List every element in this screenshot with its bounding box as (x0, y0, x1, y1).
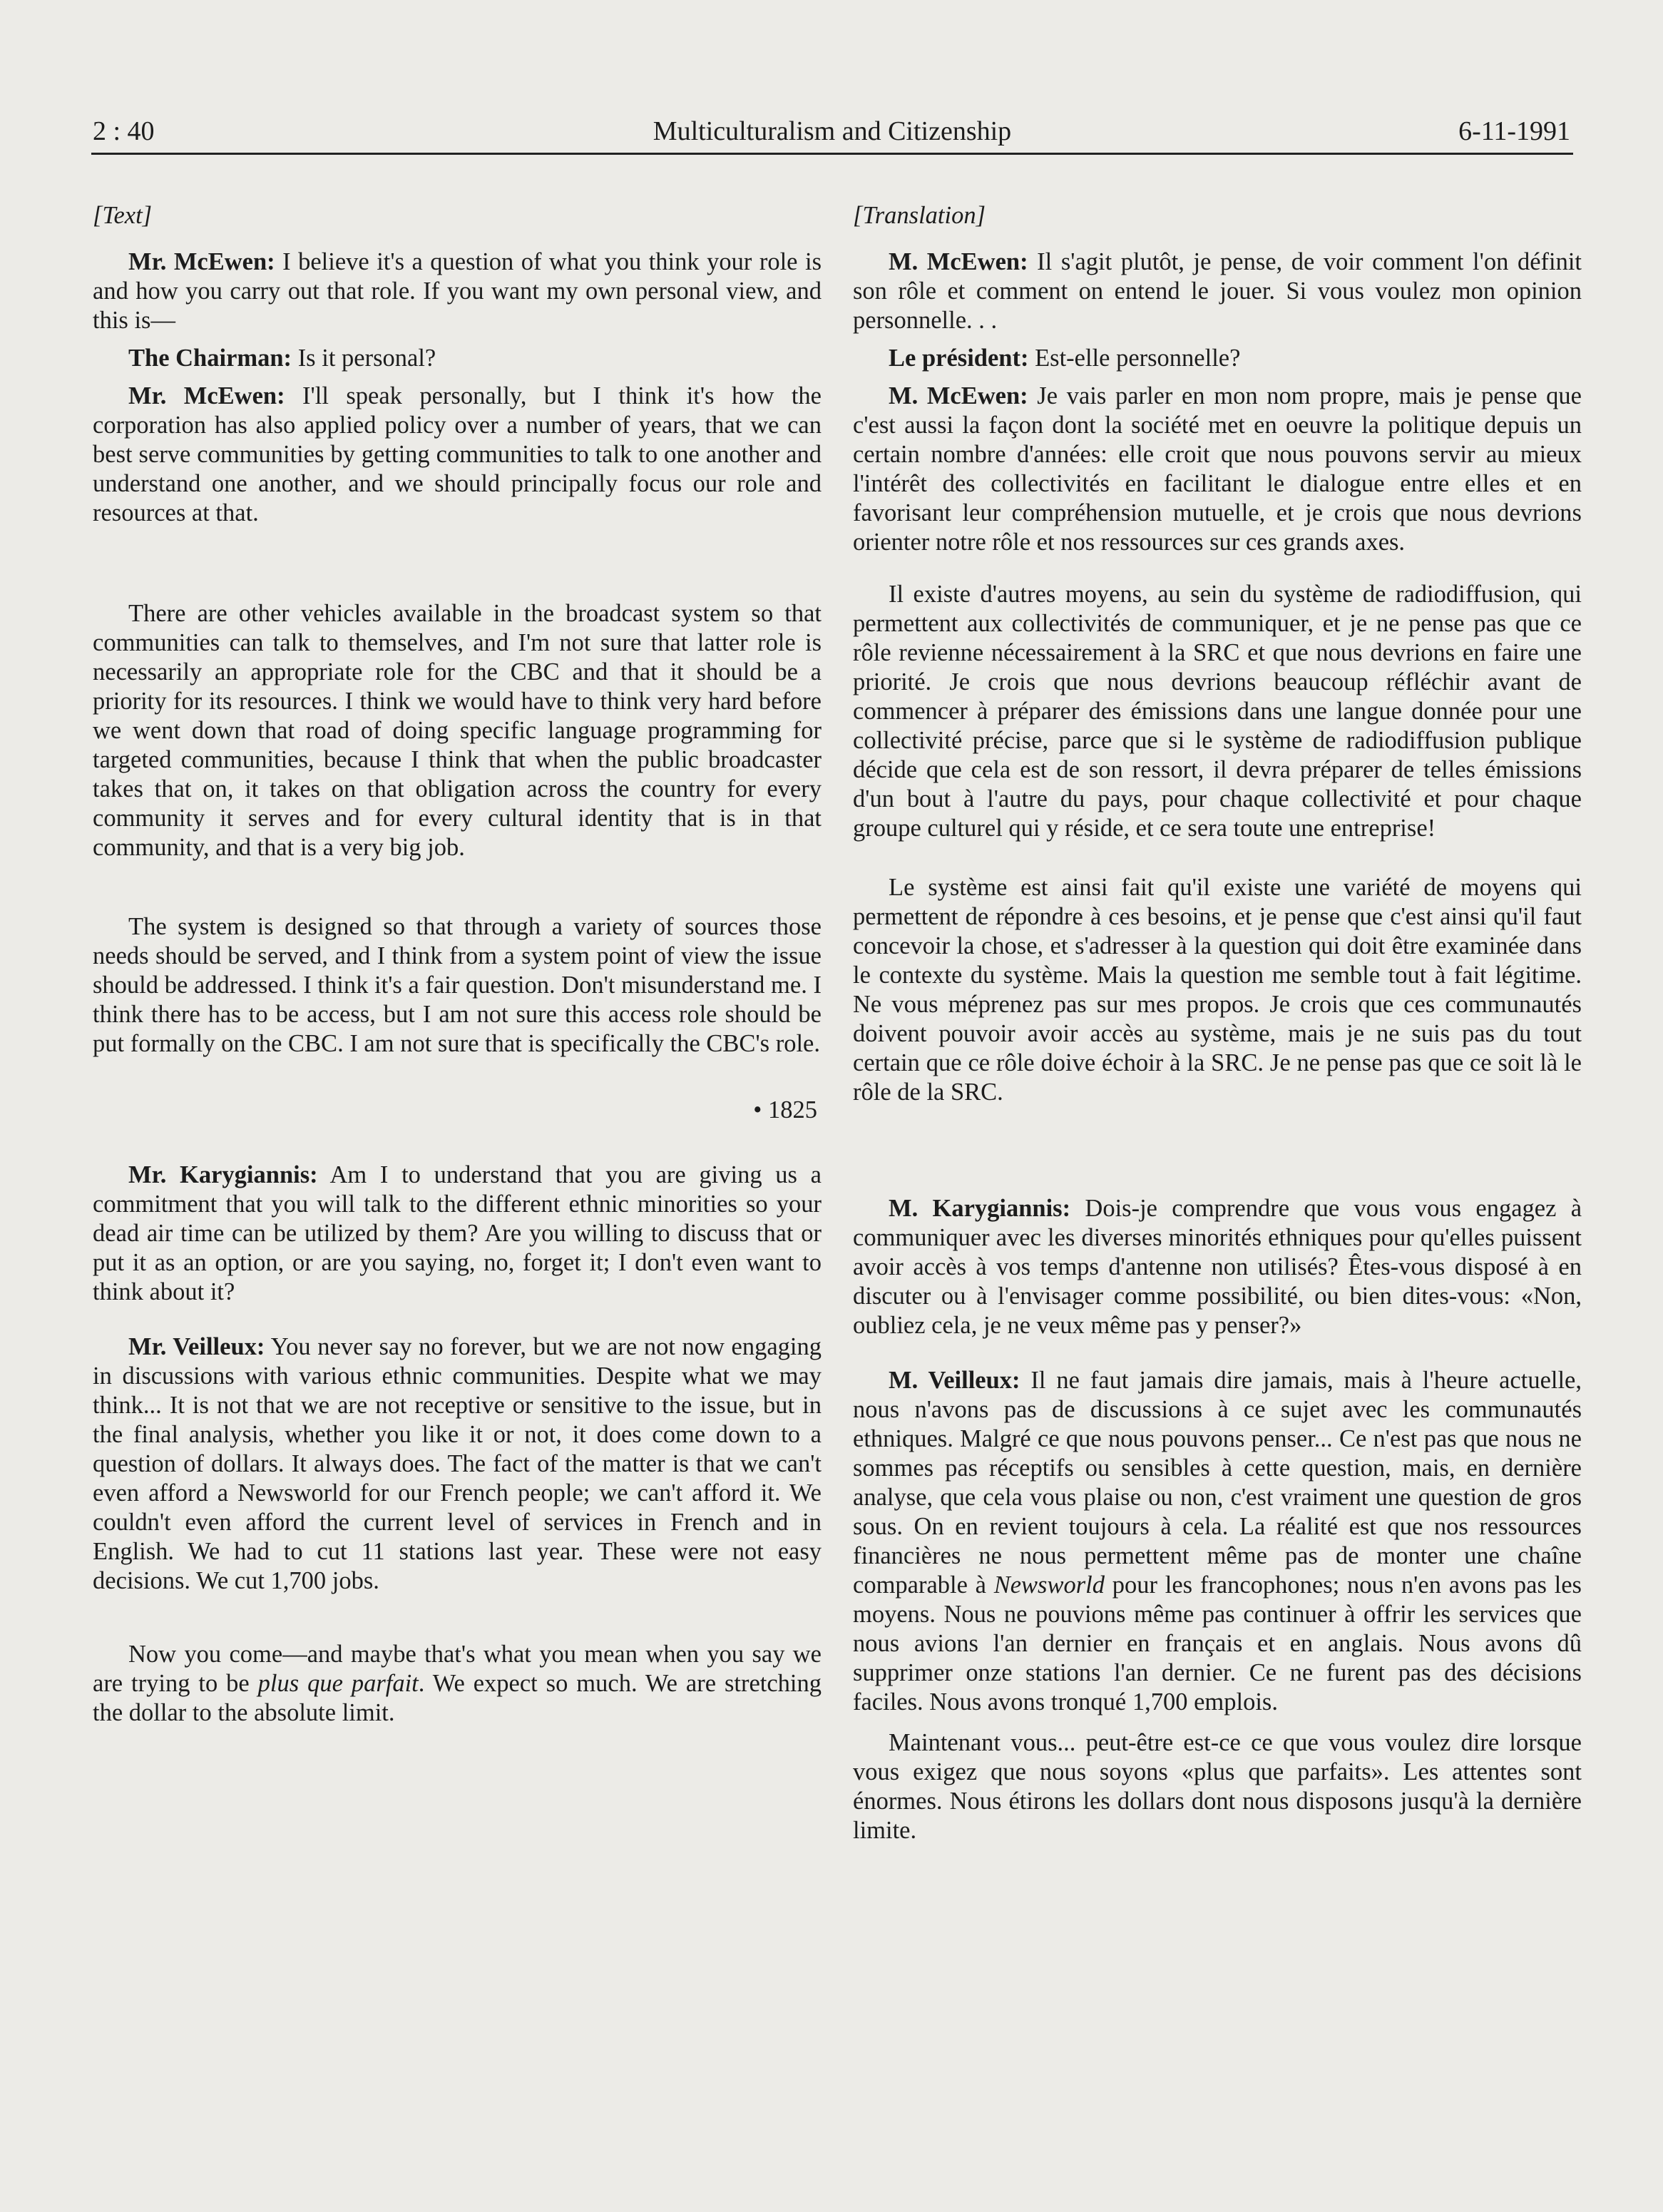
translation-section-tag: [Translation] (853, 202, 986, 229)
french-paragraph-karygiannis: M. Karygiannis: Dois-je comprendre que vous vous engagez à communiquer avec les diverses minorités ethniques pour qu'elles puissent avoir accès à vos temps d'antenne non utilisés? Êtes-vous disposé à en discuter ou à l'envisager comme possibilité, ou bien dites-vous: «Non, oubliez cela, je ne veux même pas y penser?» (853, 1195, 1582, 1339)
english-paragraph-chairman: The Chairman: Is it personal? (128, 345, 436, 372)
speaker-name: Mr. Karygiannis: (128, 1161, 318, 1188)
french-paragraph-mcewen-2: M. McEwen: Je vais parler en mon nom propre, mais je pense que c'est aussi la façon dont la société met en oeuvre la politique depuis un certain nombre d'années: elle croit que nous pouvons servir au mieux l'intérêt des collectivités en facilitant le dialogue entre elles et en favorisant leur compréhension mutuelle, et je crois que nous devrions orienter notre rôle et nos ressources sur ces grands axes. (853, 382, 1582, 556)
running-title: Multiculturalism and Citizenship (653, 116, 1012, 146)
speaker-name: M. McEwen: (889, 248, 1028, 275)
speaker-name: The Chairman: (128, 345, 292, 372)
english-paragraph-mcewen-2: Mr. McEwen: I'll speak personally, but I think it's how the corporation has also applied policy over a number of years, that we can best serve communities by getting communities to talk to one another and understand one another, and we should principally focus our role and resources at that. (93, 382, 822, 526)
time-marker: • 1825 (753, 1096, 817, 1123)
speaker-name: M. McEwen: (889, 382, 1028, 409)
french-paragraph-veilleux-2: Maintenant vous... peut-être est-ce ce que vous voulez dire lorsque vous exigez que nous soyons «plus que parfaits». Les attentes sont énormes. Nous étirons les dollars dont nous disposons jusqu'à la dernière limite. (853, 1729, 1582, 1844)
english-paragraph-mcewen-3: There are other vehicles available in the broadcast system so that communities can talk to themselves, and I'm not sure that latter role is necessarily an appropriate role for the CBC and that it should be a priority for its resources. I think we would have to think very hard before we went down that road of doing specific language programming for targeted communities, because I think that when the public broadcaster takes that on, it takes on that obligation across the country for every community it serves and for every cultural identity that is in that community, and that is a very big job. (93, 600, 822, 861)
page-number: 2 : 40 (93, 116, 155, 146)
page-header (91, 113, 1573, 155)
french-paragraph-mcewen-3: Il existe d'autres moyens, au sein du système de radiodiffusion, qui permettent aux collectivités de communiquer, et je ne pense pas que ce rôle revienne nécessairement à la SRC et que nous devrions en faire une priorité. Je crois que nous devrions beaucoup réfléchir avant de commencer à préparer des émissions dans une langue donnée pour une collectivité précise, parce que si le système de radiodiffusion publique décide que cela est de son ressort, il devra préparer de telles émissions d'un bout à l'autre du pays, pour chaque collectivité et pour chaque groupe culturel qui y réside, et ce sera toute une entreprise! (853, 581, 1582, 842)
speaker-name: Mr. Veilleux: (128, 1333, 265, 1360)
speaker-name: Le président: (889, 345, 1029, 372)
english-paragraph-karygiannis: Mr. Karygiannis: Am I to understand that you are giving us a commitment that you will talk to the different ethnic minorities so your dead air time can be utilized by them? Are you willing to discuss that or put it as an option, or are you saying, no, forget it; I don't even want to think about it? (93, 1161, 822, 1305)
text-section-tag: [Text] (93, 202, 153, 229)
speaker-name: M. Karygiannis: (889, 1195, 1071, 1222)
french-paragraph-mcewen-1: M. McEwen: Il s'agit plutôt, je pense, de voir comment l'on définit son rôle et comment on entend le jouer. Si vous voulez mon opinion personnelle. . . (853, 248, 1582, 334)
english-paragraph-mcewen-4: The system is designed so that through a variety of sources those needs should be served, and I think from a system point of view the issue should be addressed. I think it's a fair question. Don't misunderstand me. I think there has to be access, but I am not sure this access role should be put formally on the CBC. I am not sure that is specifically the CBC's role. (93, 913, 822, 1057)
english-paragraph-mcewen-1: Mr. McEwen: I believe it's a question of what you think your role is and how you carry out that role. If you want my own personal view, and this is— (93, 248, 822, 334)
french-paragraph-president: Le président: Est-elle personnelle? (889, 345, 1241, 372)
page-date: 6-11-1991 (1458, 116, 1570, 146)
english-paragraph-veilleux-2: Now you come—and maybe that's what you mean when you say we are trying to be plus que parfait. We expect so much. We are stretching the dollar to the absolute limit. (93, 1641, 822, 1726)
speaker-name: M. Veilleux: (889, 1367, 1020, 1394)
speaker-name: Mr. McEwen: (128, 248, 275, 275)
french-paragraph-mcewen-4: Le système est ainsi fait qu'il existe une variété de moyens qui permettent de répondre à ces besoins, et je pense que c'est ainsi qu'il faut concevoir la chose, et s'adresser à la question qui doit être examinée dans le contexte du système. Mais la question me semble tout à fait légitime. Ne vous méprenez pas sur mes propos. Je crois que ces communautés doivent pouvoir avoir accès au système, mais je ne suis pas du tout certain que ce rôle doive échoir à la SRC. Je ne pense pas que ce soit là le rôle de la SRC. (853, 874, 1582, 1106)
speaker-name: Mr. McEwen: (128, 382, 285, 409)
french-column (853, 201, 1582, 1845)
french-paragraph-veilleux: M. Veilleux: Il ne faut jamais dire jamais, mais à l'heure actuelle, nous n'avons pas de discussions à ce sujet avec les communautés ethniques. Malgré ce que nous pouvons penser... Ce n'est pas que nous ne sommes pas réceptifs ou sensibles à cette question, mais, en dernière analyse, que cela vous plaise ou non, c'est vraiment une question de gros sous. On en revient toujours à cela. La réalité est que nos ressources financières ne nous permettent même pas de monter une chaîne comparable à Newsworld pour les francophones; nous n'en avons pas les moyens. Nous ne pouvions même pas continuer à offrir les services que nous avions l'an dernier en français et en anglais. Nous avons dû supprimer onze stations l'an dernier. Ce ne furent pas des décisions faciles. Nous avons tronqué 1,700 emplois. (853, 1367, 1582, 1716)
english-paragraph-veilleux: Mr. Veilleux: You never say no forever, but we are not now engaging in discussions with various ethnic communities. Despite what we may think... It is not that we are not receptive or sensitive to the issue, but in the final analysis, whether you like it or not, it does come down to a question of dollars. It always does. The fact of the matter is that we can't even afford a Newsworld for our French people; we can't afford it. We couldn't even afford the current level of services in French and in English. We had to cut 11 stations last year. These were not easy decisions. We cut 1,700 jobs. (93, 1333, 822, 1594)
english-column (93, 201, 822, 1728)
